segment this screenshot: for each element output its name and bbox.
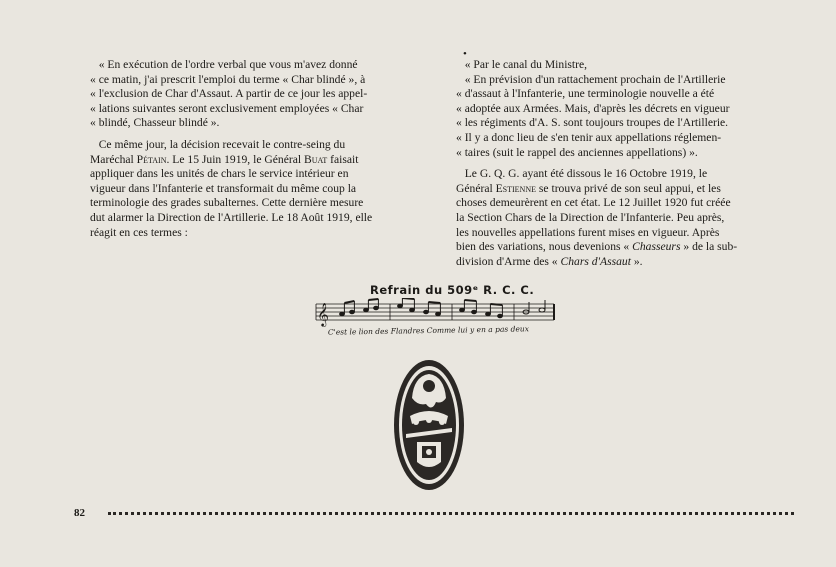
text-line: terminologie des grades subalternes. Cette dernière mesure — [90, 196, 364, 210]
text-line: Général Estienne se trouva privé de son seul appui, et les — [456, 181, 721, 195]
text-line: « ce matin, j'ai prescrit l'emploi du terme « Char blindé », à — [90, 72, 366, 86]
text-line: les nouvelles appellations furent mises en vigueur. Après — [456, 225, 720, 239]
text-line: « En exécution de l'ordre verbal que vous m'avez donné — [98, 58, 358, 71]
text-line: bien des variations, nous devenions « Chasseurs » de la sub- — [456, 240, 738, 254]
name-estienne: Estienne — [495, 181, 537, 195]
name-buat: Buat — [303, 152, 328, 166]
text-line: « lations suivantes seront exclusivement employées « Char — [90, 101, 364, 115]
name-petain: Pétain — [136, 152, 167, 166]
body-paragraph-1 — [90, 138, 428, 240]
svg-text:𝄞: 𝄞 — [317, 302, 329, 326]
page-number: 82 — [74, 507, 85, 519]
text-line: Maréchal Pétain. Le 15 Juin 1919, le Général Buat faisait — [90, 152, 359, 166]
text-line: « Par le canal du Ministre, — [464, 58, 588, 71]
text-line: « blindé, Chasseur blindé ». — [90, 116, 220, 130]
music-title: Refrain du 509ᵉ R. C. C. — [370, 283, 535, 297]
text-line: division d'Arme des « Chars d'Assaut ». — [456, 254, 643, 268]
margin-mark: • — [463, 48, 467, 60]
right-column — [456, 58, 794, 276]
quote-opening — [456, 58, 794, 73]
regimental-insignia — [392, 358, 466, 492]
body-paragraph-2 — [456, 167, 794, 269]
text-line: « l'exclusion de Char d'Assaut. A partir de ce jour les appel- — [90, 87, 368, 101]
text-line: appliquer dans les unités de chars le service intérieur en — [90, 167, 349, 181]
text-line: « adoptée aux Armées. Mais, d'après les décrets en vigueur — [456, 101, 730, 115]
text-line: « Il y a donc lieu de s'en tenir aux appellations réglemen- — [456, 130, 722, 144]
text-line: réagit en ces termes : — [90, 225, 188, 239]
text-line: « taires (suit le rappel des anciennes appellations) ». — [456, 145, 698, 159]
text-line: la Section Chars de la Direction de l'Infanterie. Peu après, — [456, 210, 725, 224]
footer-dotted-rule — [108, 512, 794, 515]
text-line: Le G. Q. G. ayant été dissous le 16 Octobre 1919, le — [464, 167, 708, 181]
text-line: « d'assaut à l'Infanterie, une terminologie nouvelle a été — [456, 87, 715, 101]
text-line: « les régiments d'A. S. sont toujours troupes de l'Artillerie. — [456, 116, 729, 130]
text-line: choses demeurèrent en cet état. Le 12 Juillet 1920 fut créée — [456, 196, 731, 210]
quote-paragraph-1 — [90, 58, 428, 131]
text-line: « En prévision d'un rattachement prochain de l'Artillerie — [464, 72, 726, 86]
quote-paragraph-2 — [456, 73, 794, 161]
music-lyrics: C'est le lion des Flandres Comme lui y en a pas deux — [327, 324, 529, 337]
left-column — [90, 58, 428, 247]
text-line: Ce même jour, la décision recevait le contre-seing du — [98, 137, 346, 151]
text-line: vigueur dans l'Infanterie et transformait du même coup la — [90, 181, 357, 195]
text-line: dut alarmer la Direction de l'Artillerie. Le 18 Août 1919, elle — [90, 210, 373, 224]
